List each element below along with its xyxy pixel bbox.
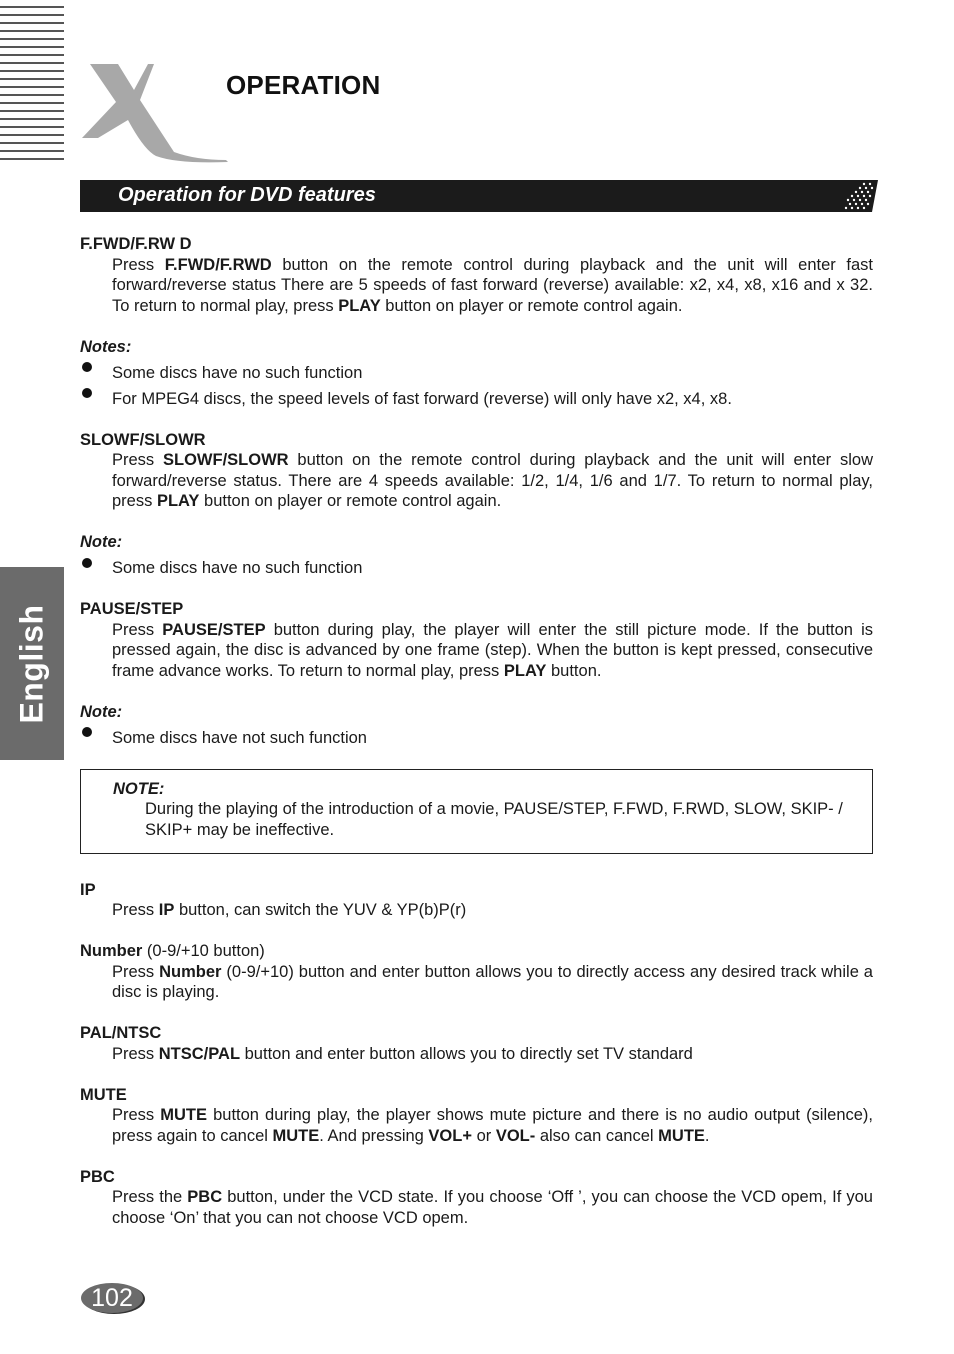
text: Press — [112, 451, 164, 469]
bullet-icon — [80, 722, 112, 743]
text: Press — [112, 901, 159, 919]
bold-text: VOL- — [495, 1126, 536, 1145]
text: or — [471, 1126, 496, 1145]
section-title: Operation for DVD features — [118, 184, 376, 206]
text: Press — [112, 1044, 159, 1063]
list-item — [80, 357, 873, 383]
text: Press — [112, 255, 165, 274]
text: Press — [112, 962, 160, 981]
heading-pbc: PBC — [80, 1167, 115, 1186]
text: button on player or remote control again. — [199, 492, 502, 510]
section-header-bar — [80, 180, 878, 212]
list-item — [80, 383, 873, 409]
list-item-text: Some discs have no such function — [112, 363, 363, 382]
heading-suffix: (0-9/+10 button) — [142, 942, 265, 960]
note-label: Note: — [80, 702, 123, 721]
text: . And pressing — [319, 1126, 429, 1145]
bold-text: SLOWF/SLOWR — [163, 451, 289, 469]
paragraph-slow — [80, 450, 873, 512]
list-item-text: Some discs have no such function — [112, 559, 363, 577]
dot-pattern-icon — [838, 180, 878, 212]
heading-mute: MUTE — [80, 1085, 127, 1104]
list-item-text: For MPEG4 discs, the speed levels of fast forward (reverse) will only have x2, x4, x8. — [112, 389, 732, 408]
text: button on player or remote control again. — [380, 296, 683, 315]
text: Press — [112, 620, 163, 639]
bold-text: VOL+ — [428, 1126, 472, 1145]
paragraph-mute — [80, 1105, 873, 1146]
bold-text: PLAY — [503, 661, 547, 680]
text: button and enter button allows you to directly set TV standard — [240, 1044, 693, 1063]
language-side-tab — [0, 567, 64, 760]
bullet-icon — [80, 357, 112, 378]
text: Press — [112, 1106, 161, 1124]
list-item — [80, 553, 873, 579]
heading-text: Number — [80, 942, 143, 960]
note-box-text: During the playing of the introduction of a movie, PAUSE/STEP, F.FWD, F.RWD, SLOW, SKIP- / SKIP+ may be ineffective. — [145, 800, 843, 839]
text: button during play, the player will enter the still picture mode. If the button is pressed again, the disc is advanced by one frame (step). When the button is kept pressed, consecutive frame advance works. To return to normal play, press — [112, 620, 873, 680]
text: also can cancel — [535, 1126, 659, 1145]
paragraph-ffwd — [80, 255, 873, 317]
text: button, under the VCD state. If you choose ‘Off ’, you can choose the VCD opem, If you choose ‘On’ that you can not choose VCD opem. — [112, 1188, 873, 1227]
heading-number — [80, 941, 873, 962]
bold-text: Number — [159, 962, 222, 981]
paragraph-ip — [80, 900, 873, 921]
text: button during play, the player shows mute picture and there is no audio output (silence), press again to cancel — [112, 1106, 874, 1145]
bold-text: PLAY — [156, 492, 200, 510]
x-logo-icon — [78, 60, 228, 164]
bold-text: IP — [158, 901, 175, 919]
heading-ffwd: F.FWD/F.RW D — [80, 235, 192, 253]
text: button on the remote control during playback and the unit will enter slow forward/reverse status. There are 4 speeds available: 1/2, 1/4, 1/6 and 1/7. To return to normal play, press — [112, 451, 873, 510]
text: (0-9/+10) button and enter button allows you to directly access any desired track while a disc is playing. — [112, 962, 873, 1001]
page-title: OPERATION — [226, 70, 381, 100]
heading-slow: SLOWF/SLOWR — [80, 430, 206, 449]
bold-text: PBC — [187, 1188, 223, 1206]
bold-text: F.FWD/F.RWD — [164, 255, 272, 274]
bullet-icon — [80, 383, 112, 404]
bullet-icon — [80, 553, 112, 574]
bold-text: NTSC/PAL — [158, 1044, 241, 1063]
paragraph-pal — [80, 1044, 873, 1065]
decorative-stripes — [0, 6, 64, 162]
note-box — [80, 769, 873, 855]
page-number-badge — [80, 1281, 146, 1315]
text: button on the remote control during playback and the unit will enter fast forward/reverse status There are 5 speeds of fast forward (reverse) available: x2, x4, x8, x16 and x 32. To return to normal play, press — [112, 255, 873, 315]
page-number: 102 — [91, 1284, 133, 1312]
text: button. — [546, 661, 602, 680]
heading-ip: IP — [80, 880, 96, 899]
text: Press the — [112, 1188, 188, 1206]
list-item — [80, 722, 873, 748]
bold-text: PAUSE/STEP — [162, 620, 266, 639]
main-content — [80, 234, 873, 1228]
heading-pal: PAL/NTSC — [80, 1024, 162, 1042]
bold-text: MUTE — [272, 1126, 320, 1145]
paragraph-pause — [80, 620, 873, 682]
side-tab-label: English — [13, 603, 50, 724]
bold-text: MUTE — [658, 1126, 705, 1145]
bold-text: PLAY — [338, 296, 381, 315]
note-label: Note: — [80, 533, 123, 551]
paragraph-pbc — [80, 1187, 873, 1228]
list-item-text: Some discs have not such function — [112, 728, 367, 747]
heading-pause: PAUSE/STEP — [80, 600, 184, 618]
paragraph-number — [80, 962, 873, 1003]
text: . — [704, 1126, 710, 1145]
notes-label: Notes: — [80, 337, 132, 356]
note-box-label: NOTE: — [113, 779, 165, 798]
text: button, can switch the YUV & YP(b)P(r) — [174, 901, 467, 919]
bold-text: MUTE — [160, 1106, 208, 1124]
